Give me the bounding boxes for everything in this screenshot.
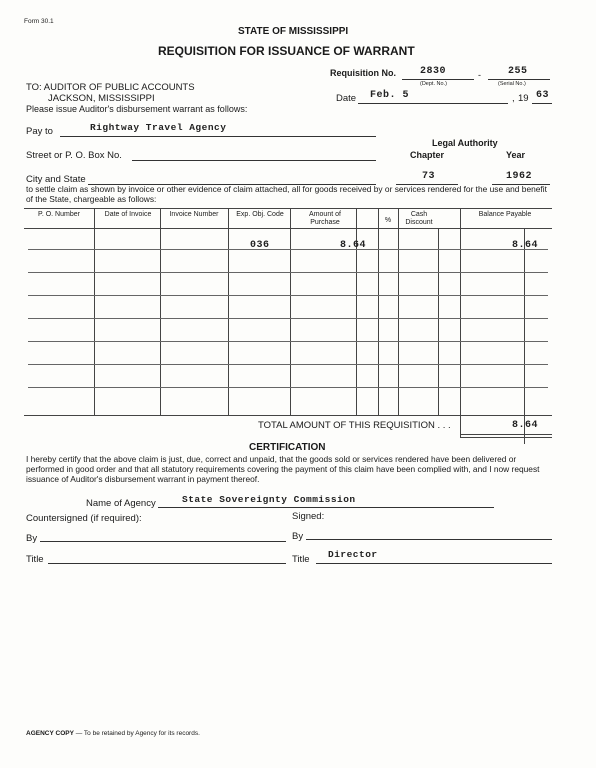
certification-text: I hereby certify that the above claim is just, due, correct and unpaid, that the goods sold or services rendered have been delivered or performed in good order and that all statutory requirements covering the payment of this claim have been complied with, and I now request issuance of Auditor's disbursement warrant in payment thereof.: [26, 454, 540, 484]
payee-name: Rightway Travel Agency: [90, 122, 227, 133]
dept-caption: (Dept. No.): [420, 81, 447, 87]
header-cash-discount: Cash Discount: [405, 211, 433, 226]
dept-number: 2830: [420, 66, 447, 77]
total-value: 8.64: [512, 420, 539, 431]
year-prefix: 19: [518, 93, 529, 104]
city-label: City and State: [26, 174, 86, 185]
requisition-label: Requisition No.: [330, 68, 396, 78]
certification-heading: CERTIFICATION: [249, 442, 326, 453]
to-city: JACKSON, MISSISSIPPI: [48, 93, 155, 104]
footer-agency-copy: AGENCY COPY: [26, 730, 74, 737]
please-issue: Please issue Auditor's disbursement warrant as follows:: [26, 104, 248, 114]
signed-label: Signed:: [292, 511, 325, 522]
row-amount: 8.64: [340, 240, 367, 251]
title-label-left: Title: [26, 554, 44, 565]
chapter-value: 73: [422, 171, 436, 182]
agency-name: State Sovereignty Commission: [182, 494, 356, 505]
title-label-right: Title: [292, 554, 310, 565]
header-invoice-number: Invoice Number: [169, 211, 219, 218]
header-exp-obj: Exp. Obj. Code: [236, 211, 284, 218]
pay-to-label: Pay to: [26, 126, 53, 137]
chapter-year: 1962: [506, 171, 533, 182]
row-balance: 8.64: [512, 240, 539, 251]
serial-caption: (Serial No.): [498, 81, 526, 87]
legal-authority-label: Legal Authority: [432, 138, 498, 148]
row-exp-obj: 036: [250, 240, 270, 251]
to-auditor: TO: AUDITOR OF PUBLIC ACCOUNTS: [26, 82, 195, 93]
serial-number: 255: [508, 66, 528, 77]
by-label-left: By: [26, 533, 38, 544]
header-po: P. O. Number: [38, 211, 80, 218]
header-balance: Balance Payable: [478, 211, 532, 218]
footer-rest: — To be retained by Agency for its records.: [73, 730, 200, 737]
header-percent: %: [384, 217, 392, 224]
header-amount: Amount of Purchase: [309, 211, 341, 226]
countersigned-label: Countersigned (if required):: [26, 513, 142, 524]
state-heading: STATE OF MISSISSIPPI: [238, 26, 349, 37]
total-label: TOTAL AMOUNT OF THIS REQUISITION . . .: [258, 420, 451, 431]
header-date-invoice: Date of Invoice: [104, 211, 152, 218]
chapter-label: Chapter: [410, 150, 445, 160]
form-number: Form 30.1: [24, 18, 54, 25]
year-label: Year: [506, 150, 526, 160]
street-label: Street or P. O. Box No.: [26, 150, 122, 161]
title-value: Director: [328, 549, 378, 560]
date-label: Date: [336, 93, 357, 104]
agency-label: Name of Agency: [86, 498, 156, 509]
by-label-right: By: [292, 531, 304, 542]
page-title: REQUISITION FOR ISSUANCE OF WARRANT: [158, 44, 415, 58]
date-year: 63: [536, 90, 550, 101]
footer-note: [26, 730, 200, 737]
settle-text: to settle claim as shown by invoice or other evidence of claim attached, all for goods received by or services rendered for the use and benefit of the State, chargeable as follows:: [26, 184, 547, 204]
date-value: Feb. 5: [370, 90, 410, 101]
